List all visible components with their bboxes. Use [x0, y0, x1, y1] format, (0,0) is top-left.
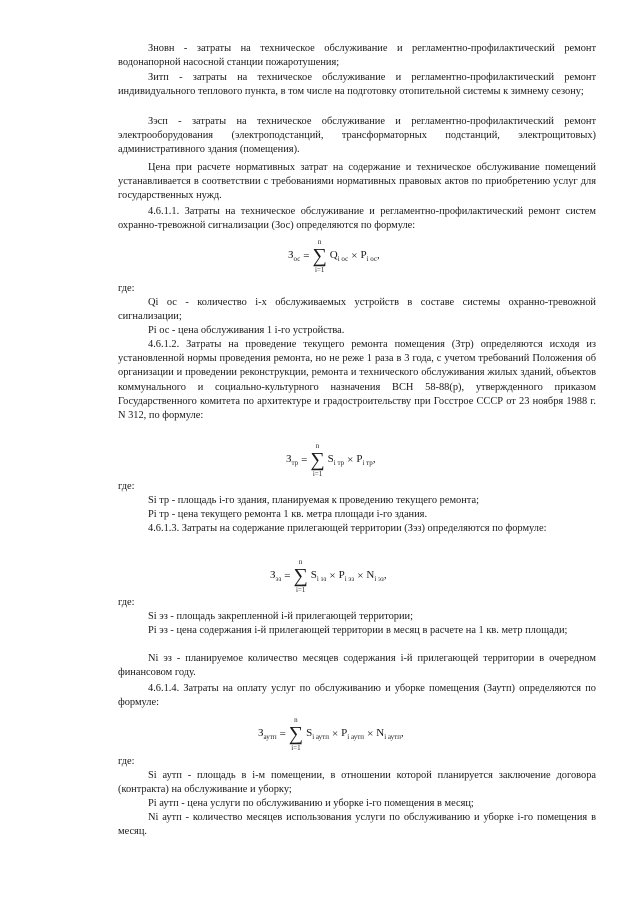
price-note-paragraph: Цена при расчете нормативных затрат на содержание и техническое обслуживание помещений устанавливается в соответствии с требованиями нормативных правовых актов по приобретению услуг для государственных нужд. — [118, 162, 596, 202]
sum-sign: n ∑ i=1 — [312, 238, 327, 274]
def-si-tr: Si тр - площадь i-го здания, планируемая к проведению текущего ремонта; — [148, 495, 479, 506]
formula-op: × — [331, 728, 339, 740]
def-ni-autp: Ni аутп - количество месяцев использования услуги по обслуживанию и уборке i-го помещения в месяц. — [118, 812, 596, 838]
formula-op: × — [351, 250, 358, 262]
formula-zos — [288, 238, 380, 274]
def-si-ez: Si эз - площадь закрепленной i-й прилегающей территории; — [148, 611, 413, 622]
where-label: где: — [118, 597, 135, 608]
def-zitp: Зитп - затраты на техническое обслуживание и регламентно-профилактический ремонт индивидуального теплового пункта, в том числе на подготовку отопительной системы к зимнему сезону; — [118, 72, 596, 98]
def-si-autp: Si аутп - площадь в i-м помещении, в отношении которой планируется заключение договора (контракта) на обслуживание и уборку; — [118, 770, 596, 796]
section-4-6-1-3: 4.6.1.3. Затраты на содержание прилегающей территории (Зэз) определяются по формуле: — [148, 523, 547, 534]
def-ni-ez: Ni эз - планируемое количество месяцев содержания i-й прилегающей территории в очередном финансовом году. — [118, 653, 596, 679]
formula-eq: = — [279, 728, 286, 740]
sum-sign: n ∑ i=1 — [293, 558, 308, 594]
section-4-6-1-4: 4.6.1.4. Затраты на оплату услуг по обслуживанию и уборке помещения (Заутп) определяются по формуле: — [118, 683, 596, 709]
def-pi-os: Pi ос - цена обслуживания 1 i-го устройства. — [148, 325, 345, 336]
formula-term-1: $Q_{i ос}$ — [329, 248, 349, 264]
def-pi-autp: Pi аутп - цена услуги по обслуживанию и уборке i-го помещения в месяц; — [148, 798, 474, 809]
formula-op: × — [329, 570, 336, 582]
sum-sign: n ∑ i=1 — [288, 716, 304, 752]
formula-term-2: $P_{i аутп}$ — [341, 726, 365, 742]
formula-term-2: $P_{i тр}$, — [356, 452, 376, 468]
formula-term-3: $N_{i эз}$, — [366, 568, 387, 584]
def-qi-os: Qi ос - количество i-х обслуживаемых устройств в составе системы охранно-тревожной сигнализации; — [118, 297, 596, 323]
formula-eq: = — [303, 250, 310, 262]
sum-sign: n ∑ i=1 — [310, 442, 325, 478]
formula-op: × — [367, 728, 374, 740]
formula-lhs: $З_{ос}$ — [288, 248, 301, 264]
formula-eq: = — [301, 454, 308, 466]
formula-zautp — [258, 716, 404, 752]
formula-op: × — [357, 570, 364, 582]
formula-ztr — [286, 442, 376, 478]
formula-term-3: $N_{i аутп}$, — [376, 726, 404, 742]
formula-eq: = — [284, 570, 291, 582]
def-znovn: Зновн - затраты на техническое обслуживание и регламентно-профилактический ремонт водонапорной насосной станции пожаротушения; — [118, 43, 596, 69]
where-label: где: — [118, 756, 135, 767]
formula-term-1: $S_{i аутп}$ — [306, 726, 329, 742]
where-label: где: — [118, 481, 135, 492]
formula-term-2: $P_{i эз}$ — [338, 568, 355, 584]
section-4-6-1-2: 4.6.1.2. Затраты на проведение текущего ремонта помещения (Зтр) определяются исходя из установленной нормы проведения ремонта, но не реже 1 раза в 3 года, с учетом требований Положения об организации и проведении реконструкции, ремонта и технического обслуживания жилых зданий, объектов коммунального и социально-культурного назначения ВСН 58-88(р), утвержденного приказом Государственного комитета по архитектуре и градостроительству при Госстрое СССР от 23 ноября 1988 г. N 312, по формуле: — [118, 339, 596, 422]
section-4-6-1-1: 4.6.1.1. Затраты на техническое обслуживание и регламентно-профилактический ремонт систем охранно-тревожной сигнализации (Зос) определяются по формуле: — [118, 206, 596, 232]
formula-lhs: $З_{эз}$ — [270, 568, 282, 584]
def-zesp: Зэсп - затраты на техническое обслуживание и регламентно-профилактический ремонт электрооборудования (электроподстанций, трансформаторных подстанций, электрощитовых) административного здания (помещения). — [118, 116, 596, 156]
formula-op: × — [347, 454, 354, 466]
formula-lhs: $З_{тр}$ — [286, 452, 299, 468]
where-label: где: — [118, 283, 135, 294]
formula-term-2: $P_{i ос}$, — [360, 248, 380, 264]
formula-term-1: $S_{i эз}$ — [310, 568, 327, 584]
def-pi-ez: Pi эз - цена содержания i-й прилегающей территории в месяц в расчете на 1 кв. метр площади; — [148, 625, 568, 636]
formula-zez — [270, 558, 387, 594]
def-pi-tr: Pi тр - цена текущего ремонта 1 кв. метра площади i-го здания. — [148, 509, 428, 520]
formula-term-1: $S_{i тр}$ — [327, 452, 345, 468]
formula-lhs: $З_{аутп}$ — [258, 726, 277, 742]
